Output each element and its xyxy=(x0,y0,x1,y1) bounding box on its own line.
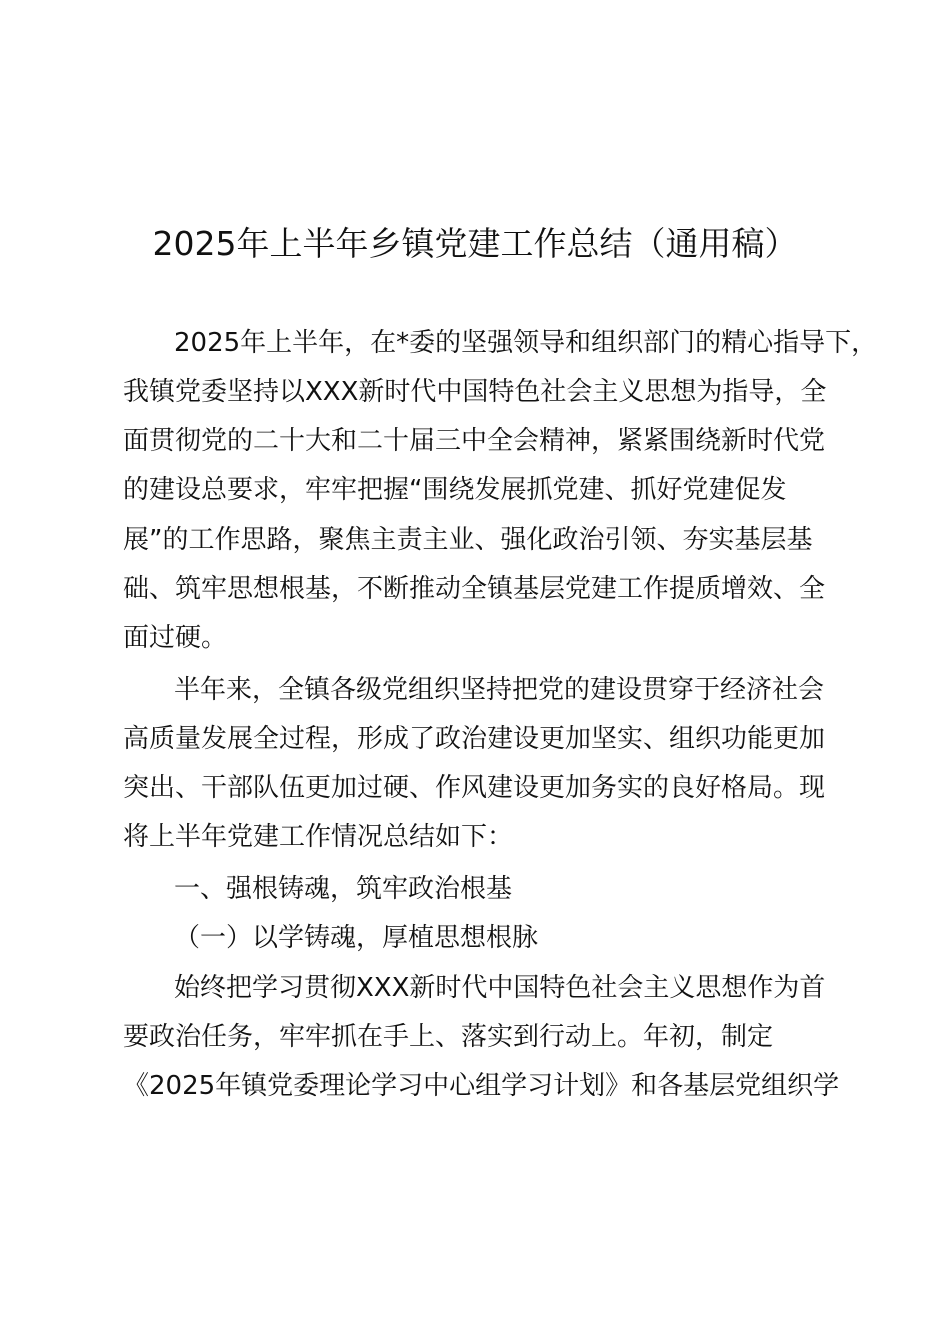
paragraph-line: 始终把学习贯彻XXX新时代中国特色社会主义思想作为首 xyxy=(174,973,826,1003)
paragraph-line: 的建设总要求，牢牢把握“围绕发展抓党建、抓好党建促发 xyxy=(123,475,787,505)
paragraph-line: 我镇党委坚持以XXX新时代中国特色社会主义思想为指导，全 xyxy=(123,377,827,407)
paragraph-line: 2025年上半年，在*委的坚强领导和组织部门的精心指导下， xyxy=(174,328,878,358)
paragraph-line: 要政治任务，牢牢抓在手上、落实到行动上。年初，制定 xyxy=(123,1022,774,1052)
paragraph-line: 面过硬。 xyxy=(123,623,228,653)
paragraph-line: 《2025年镇党委理论学习中心组学习计划》和各基层党组织学 xyxy=(123,1071,840,1101)
paragraph-line: 突出、干部队伍更加过硬、作风建设更加务实的良好格局。现 xyxy=(123,773,826,803)
paragraph-line: 面贯彻党的二十大和二十届三中全会精神，紧紧围绕新时代党 xyxy=(123,426,826,456)
document-title: 2025年上半年乡镇党建工作总结（通用稿） xyxy=(152,224,798,263)
subsection-heading: （一）以学铸魂，厚植思想根脉 xyxy=(174,923,539,953)
paragraph-line: 展”的工作思路，聚焦主责主业、强化政治引领、夯实基层基 xyxy=(123,525,813,555)
section-heading: 一、强根铸魂，筑牢政治根基 xyxy=(174,874,513,904)
paragraph-line: 将上半年党建工作情况总结如下： xyxy=(123,822,514,852)
paragraph-line: 半年来，全镇各级党组织坚持把党的建设贯穿于经济社会 xyxy=(174,675,825,705)
paragraph-line: 础、筑牢思想根基，不断推动全镇基层党建工作提质增效、全 xyxy=(123,574,826,604)
paragraph-line: 高质量发展全过程，形成了政治建设更加坚实、组织功能更加 xyxy=(123,724,826,754)
